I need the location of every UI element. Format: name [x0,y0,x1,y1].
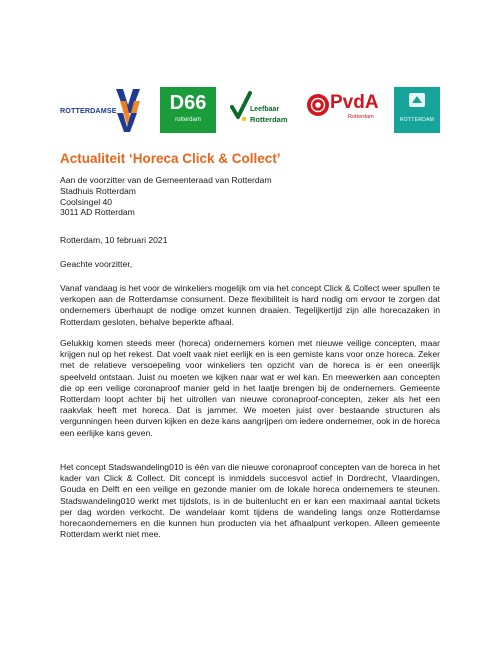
leefbaar-rotterdam-logo [230,87,292,133]
vvd-logo-text: ROTTERDAMSE [60,106,117,115]
paragraph-2: Gelukkig komen steeds meer (horeca) ondernemers komen met nieuwe veilige concepten, maar krijgen nul op het rekest. Dat voelt vaak niet eerlijk en is een gemiste kans voor onze horeca. Zeker met de relatieve versoepeling voor winkeliers ten opzicht van de horeca is er een oneerlijk speelveld ontstaan. Juist nu moeten we kijken naar wat er wel kan. En meewerken aan concepten die op een veilige coronaproof manier geld in het laatje brengen bij de ondernemers. Gemeente Rotterdam loopt achter bij het uitrollen van nieuwe coronaproof-concepten, zeker als het een raakvlak heeft met horeca. Dat is jammer. We moeten juist over bestaande structuren als vergunningen heen durven kijken en deze kans aangrijpen om iedere ondernemer, ook in de horeca een eerlijke kans geven. [60,338,440,438]
paragraph-1: Vanaf vandaag is het voor de winkeliers mogelijk om via het concept Click & Collect weer spullen te verkopen aan de Rotterdamse consument. Deze flexibiliteit is hard nodig om ervoor te zorgen dat ondernemers überhaupt de nodige omzet kunnen draaien. Tegelijkertijd zijn alle horecazaken in Rotterdam gesloten, behalve beperkte afhaal. [60,283,440,327]
vvd-mark-icon [114,87,144,133]
address-line: Stadhuis Rotterdam [60,185,136,196]
address-line: Coolsingel 40 [60,196,113,207]
pvda-logo [306,87,382,133]
pvda-logo-main: PvdA [330,92,379,113]
address-line: Aan de voorzitter van de Gemeenteraad van Rotterdam [60,175,272,185]
d66-logo-main: D66 [169,92,207,114]
denk-logo-sub: ROTTERDAM [399,117,435,123]
rose-icon [306,93,330,117]
checkmark-icon [230,89,252,123]
letter-heading: Actualiteit ‘Horeca Click & Collect’ [60,151,281,166]
d66-logo [160,87,216,133]
leefbaar-logo-line1: Leefbaar [250,106,280,113]
letter-date: Rotterdam, 10 februari 2021 [60,235,168,245]
d66-logo-sub: rotterdam [175,117,201,123]
address-line: 3011 AD Rotterdam [60,207,135,218]
denk-mark-icon [409,93,425,107]
pvda-logo-sub: Rotterdam [348,114,374,120]
leefbaar-logo-line2: Rotterdam [250,115,288,124]
paragraph-3: Het concept Stadswandeling010 is één van die nieuwe coronaproof concepten van de horeca in het kader van Click & Collect. Dit concept is inmiddels succesvol actief in Dordrecht, Vlaardingen, Gouda en Delft en een veilige en gezonde manier om de lokale horeca ondernemers te steunen. Stadswandeling010 werkt met tijdslots, is in de buitenlucht en er kan een maximaal aantal tickets per dag worden verkocht. De wandelaar komt tijdens de wandeling langs onze Rotterdamse horecaondernemers en die kunnen hun producten via het afhaalpunt verkopen. Alleen gemeente Rotterdam werkt niet mee. [60,462,440,540]
denk-logo [394,87,440,133]
salutation: Geachte voorzitter, [60,259,133,269]
party-logos [60,87,440,133]
vvd-logo [60,87,144,133]
recipient-address [60,175,272,218]
